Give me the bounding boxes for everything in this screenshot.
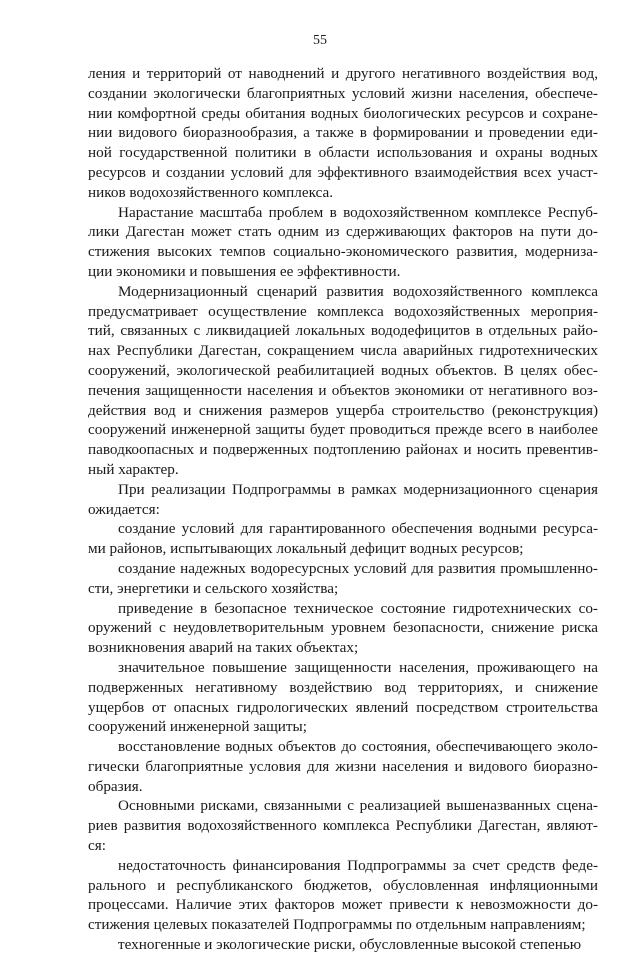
text-line: При реализации Подпрограммы в рамках модернизационного сценария [118, 480, 598, 498]
text-line: предусматривает осуществление комплекса водохозяйственных мероприя- [88, 302, 598, 320]
text-line: ления и территорий от наводнений и другого негативного воздействия вод, [88, 65, 598, 82]
body-text [88, 64, 598, 955]
text-line: значительное повышение защищенности населения, проживающего на [118, 658, 598, 676]
text-line: сти, энергетики и сельского хозяйства; [88, 579, 339, 597]
text-line: гически благоприятные условия для жизни населения и видового биоразно- [88, 757, 598, 775]
text-line: возникновения аварий на таких объектах; [88, 639, 359, 657]
text-line: нах Республики Дагестан, сокращением числа аварийных гидротехнических [88, 342, 598, 360]
text-line: тий, связанных с ликвидацией локальных вододефицитов в отдельных райо- [88, 322, 598, 340]
text-line: риев развития водохозяйственного комплекса Республики Дагестан, являют- [88, 817, 598, 835]
paragraph [88, 559, 598, 599]
text-line: ся: [88, 837, 106, 855]
text-line: лики Дагестан может стать одним из сдерживающих факторов на пути до- [88, 223, 598, 241]
text-line: рального и республиканского бюджетов, обусловленная инфляционными [88, 876, 598, 894]
text-line: ции экономики и повышения ее эффективности. [88, 262, 401, 280]
text-line: сооружений, экологической реабилитацией водных объектов. В целях обес- [88, 361, 598, 379]
text-line: подверженных негативному воздействию вод территориях, и снижение [88, 678, 598, 696]
text-line: нии видового биоразнообразия, а также в формировании и проведении еди- [88, 124, 598, 142]
page-number: 55 [313, 33, 327, 48]
paragraph [88, 856, 598, 935]
text-line: ми районов, испытывающих локальный дефицит водных ресурсов; [88, 540, 524, 558]
paragraph [88, 64, 598, 203]
text-line: ожидается: [88, 500, 160, 518]
paragraph [88, 658, 598, 737]
text-line: стижения высоких темпов социально-экономического развития, модерниза- [88, 243, 598, 261]
text-line: ный характер. [88, 460, 179, 478]
text-line: действия вод и снижения размеров ущерба строительство (реконструкция) [88, 401, 598, 419]
paragraph [88, 203, 598, 282]
text-line: печения защищенности населения и объектов экономики от негативного воз- [88, 381, 598, 399]
paragraph [88, 480, 598, 520]
paragraph [88, 737, 598, 796]
text-line: техногенные и экологические риски, обусловленные высокой степенью [118, 936, 582, 954]
text-line: сооружений инженерной защиты будет проводиться прежде всего в наиболее [88, 421, 598, 439]
text-line: создание надежных водоресурсных условий для развития промышленно- [118, 559, 598, 577]
text-line: Нарастание масштаба проблем в водохозяйственном комплексе Респуб- [118, 203, 598, 221]
text-line: ресурсов и создании условий для эффективного взаимодействия всех участ- [88, 163, 598, 181]
text-line: восстановление водных объектов до состояния, обеспечивающего эколо- [118, 738, 598, 756]
text-line: образия. [88, 777, 143, 795]
text-line: Модернизационный сценарий развития водохозяйственного комплекса [118, 282, 598, 300]
paragraph [88, 282, 598, 480]
text-line: паводкоопасных и подверженных подтоплению районах и носить превентив- [88, 441, 598, 459]
text-line: Основными рисками, связанными с реализацией вышеназванных сцена- [118, 797, 598, 815]
paragraph [88, 935, 598, 955]
paragraph [88, 796, 598, 855]
paragraph [88, 519, 598, 559]
text-line: нии комфортной среды обитания водных биологических ресурсов и сохране- [88, 104, 598, 122]
text-line: ников водохозяйственного комплекса. [88, 183, 334, 201]
text-line: стижения целевых показателей Подпрограммы по отдельным направлениям; [88, 916, 586, 934]
paragraph [88, 599, 598, 658]
text-line: процессами. Наличие этих факторов может привести к невозможности до- [88, 896, 598, 914]
text-line: недостаточность финансирования Подпрограммы за счет средств феде- [118, 856, 598, 874]
text-line: создании экологически благоприятных условий жизни населения, обеспече- [88, 84, 598, 102]
text-line: создание условий для гарантированного обеспечения водными ресурса- [118, 520, 598, 538]
text-line: приведение в безопасное техническое состояние гидротехнических со- [118, 599, 598, 617]
text-line: оружений с неудовлетворительным уровнем безопасности, снижение риска [88, 619, 598, 637]
text-line: сооружений инженерной защиты; [88, 718, 307, 736]
text-line: ущербов от опасных гидрологических явлений посредством строительства [88, 698, 598, 716]
text-line: ной государственной политики в области использования и охраны водных [88, 144, 598, 162]
